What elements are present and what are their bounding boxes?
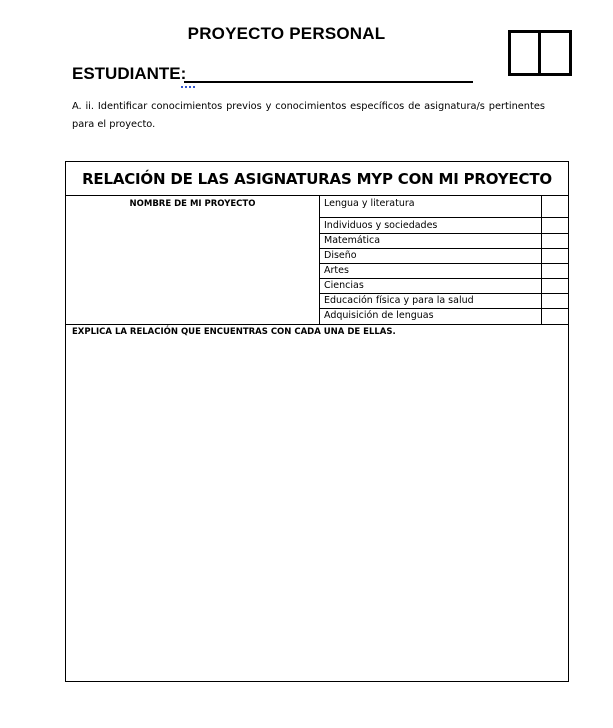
logo-box-graphic — [508, 30, 572, 76]
subject-row — [320, 196, 568, 218]
subject-checkbox[interactable] — [541, 294, 568, 308]
subject-name: Lengua y literatura — [324, 198, 415, 209]
subject-name: Educación física y para la salud — [324, 295, 474, 306]
student-field — [72, 64, 186, 84]
subject-name: Adquisición de lenguas — [324, 310, 434, 321]
explanation-cell[interactable] — [66, 324, 568, 681]
table-header: RELACIÓN DE LAS ASIGNATURAS MYP CON MI PROYECTO — [66, 162, 568, 196]
subject-row — [320, 234, 568, 249]
student-name-line[interactable] — [184, 81, 473, 83]
subject-row — [320, 249, 568, 264]
logo-divider — [538, 33, 541, 73]
subject-name: Diseño — [324, 250, 357, 261]
subject-checkbox[interactable] — [541, 264, 568, 278]
spellcheck-underline — [181, 83, 195, 88]
page-title: PROYECTO PERSONAL — [187, 24, 386, 43]
project-name-cell[interactable] — [66, 196, 320, 324]
explanation-label: EXPLICA LA RELACIÓN QUE ENCUENTRAS CON CADA UNA DE ELLAS. — [72, 327, 396, 337]
subject-row — [320, 264, 568, 279]
project-name-label: NOMBRE DE MI PROYECTO — [129, 199, 256, 209]
subject-name: Artes — [324, 265, 349, 276]
subjects-table — [65, 161, 569, 682]
subject-row — [320, 218, 568, 234]
subject-checkbox[interactable] — [541, 196, 568, 217]
subject-checkbox[interactable] — [541, 249, 568, 263]
subject-name: Ciencias — [324, 280, 364, 291]
subject-checkbox[interactable] — [541, 309, 568, 324]
subjects-list — [320, 196, 568, 324]
subject-row — [320, 294, 568, 309]
student-label: ESTUDIANTE: — [72, 64, 187, 83]
subject-checkbox[interactable] — [541, 234, 568, 248]
subject-row — [320, 309, 568, 324]
subject-row — [320, 279, 568, 294]
subject-name: Individuos y sociedades — [324, 220, 438, 231]
subject-checkbox[interactable] — [541, 218, 568, 233]
instruction-text: A. ii. Identificar conocimientos previos y conocimientos específicos de asignatura/s pertinentes para el proyecto. — [72, 101, 545, 130]
subject-checkbox[interactable] — [541, 279, 568, 293]
subject-name: Matemática — [324, 235, 381, 246]
